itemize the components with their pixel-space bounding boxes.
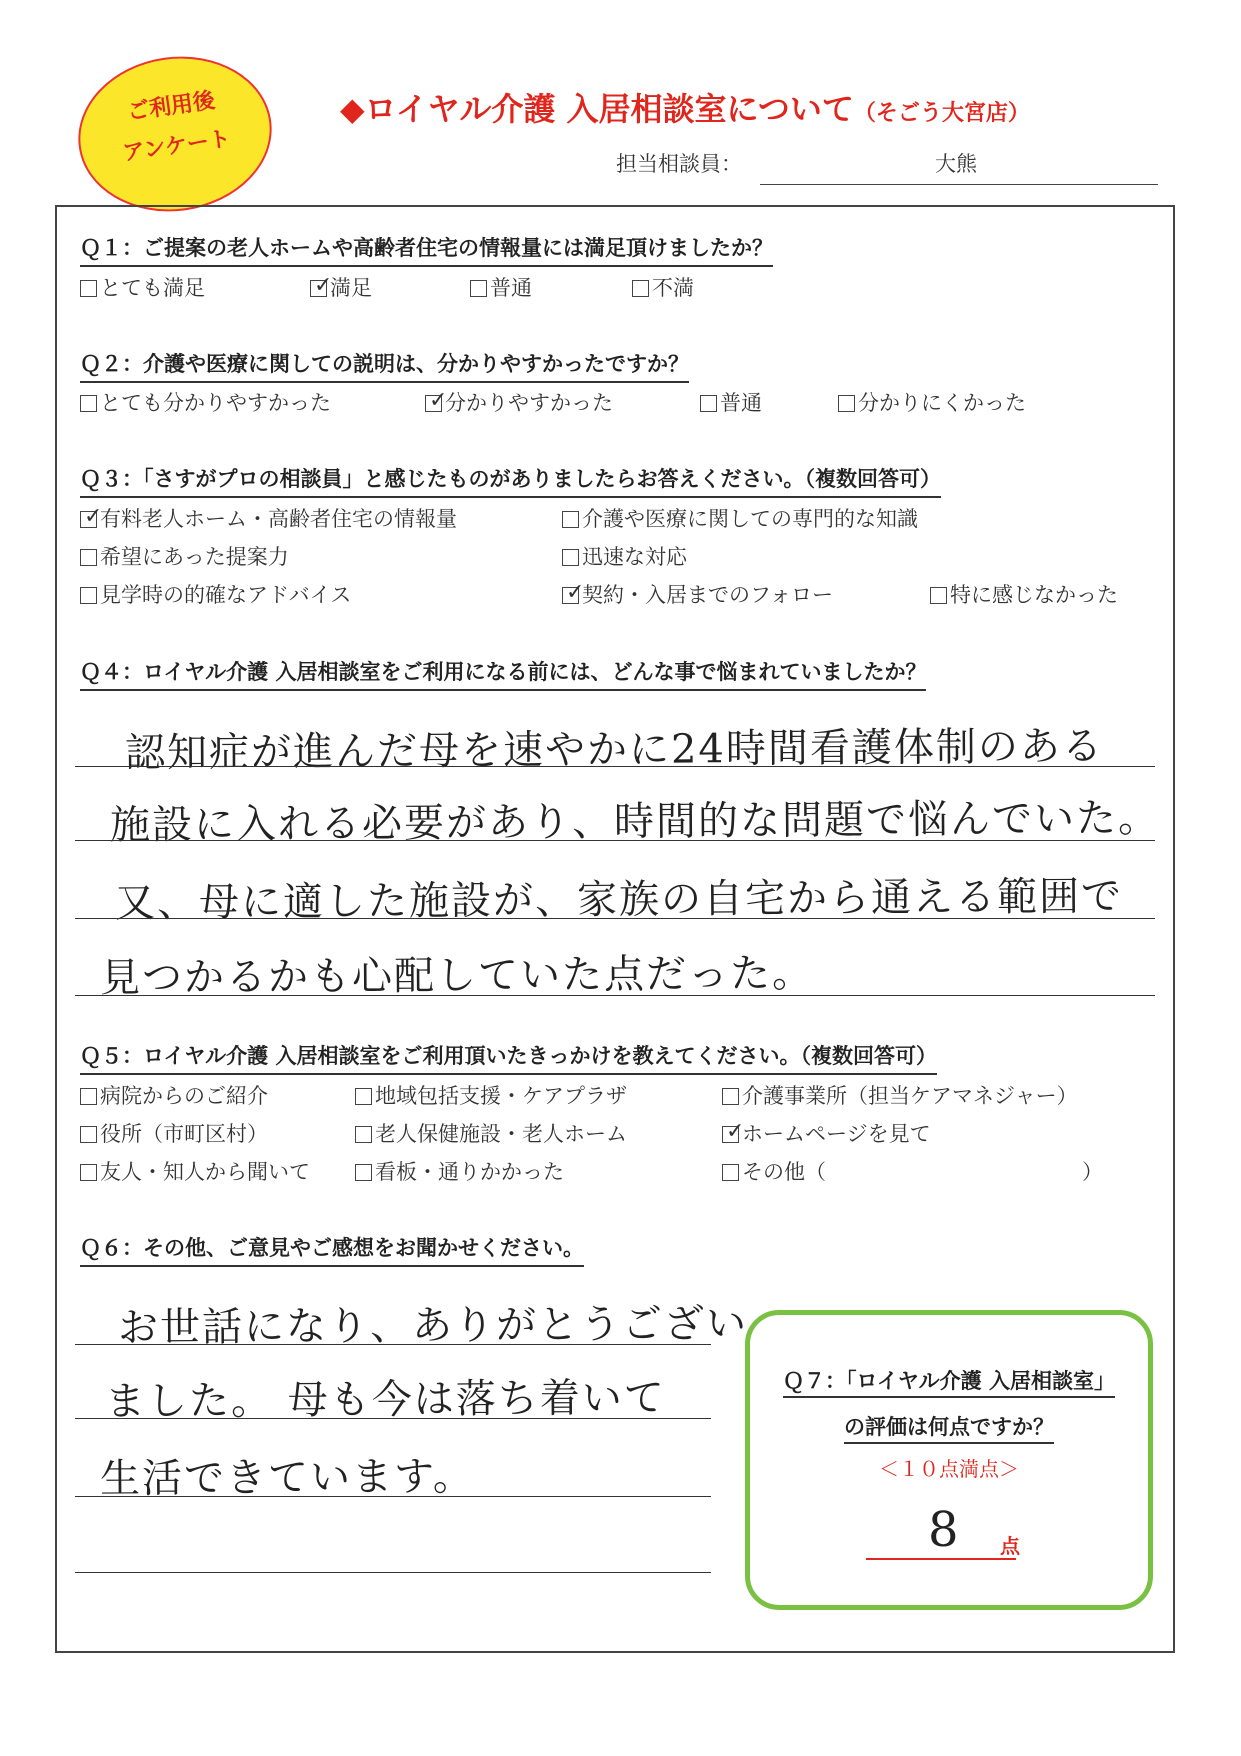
q5-option[interactable]: 看板・通りかかった [355,1156,564,1186]
title-branch: （そごう大宮店） [853,101,1030,126]
check-mark-icon: ✓ [566,580,585,605]
q5-option[interactable]: 役所（市町区村） [80,1118,268,1148]
q1-option[interactable]: 普通 [470,272,532,302]
title-main: ◆ロイヤル介護 入居相談室について [340,90,854,128]
answer-rule [75,1572,711,1573]
q3-option[interactable]: 見学時の的確なアドバイス [80,579,351,609]
checkbox[interactable] [722,1164,739,1181]
checkbox[interactable] [632,280,649,297]
q5-option[interactable]: ✓ホームページを見て [722,1118,931,1148]
check-mark-icon: ✓ [726,1119,745,1144]
q2-option[interactable]: ✓分かりやすかった [425,387,613,417]
checkbox[interactable] [470,280,487,297]
staff-underline [760,184,1158,185]
q7-question-2: の評価は何点ですか？ [750,1411,1148,1441]
checkbox[interactable] [80,1126,97,1143]
checkbox[interactable] [700,395,717,412]
checkbox[interactable] [80,1164,97,1181]
q1-option[interactable]: 不満 [632,272,694,302]
q4-answer-line: 認知症が進んだ母を速やかに24時間看護体制のある [124,723,1105,777]
q2-option[interactable]: 分かりにくかった [838,387,1026,417]
score-underline [866,1558,1016,1560]
q1-question: Ｑ１：ご提案の老人ホームや高齢者住宅の情報量には満足頂けましたか？ [80,232,773,267]
q1-option[interactable]: ✓満足 [310,272,372,302]
check-mark-icon: ✓ [429,388,448,413]
score-unit: 点 [1000,1534,1020,1558]
checkbox[interactable] [80,1088,97,1105]
q6-question: Ｑ６：その他、ご意見やご感想をお聞かせください。 [80,1232,584,1267]
checkbox[interactable] [80,280,97,297]
q5-option[interactable]: 介護事業所（担当ケアマネジャー） [722,1080,1078,1110]
q5-question: Ｑ５：ロイヤル介護 入居相談室をご利用頂いたきっかけを教えてください。（複数回答可） [80,1040,937,1075]
answer-rule [75,1418,711,1419]
q3-option[interactable]: 希望にあった提案力 [80,541,289,571]
survey-badge [68,44,282,224]
q6-answer-line: お世話になり、ありがとうござい [117,1300,749,1352]
checkbox[interactable] [355,1088,372,1105]
q5-option[interactable]: 友人・知人から聞いて [80,1156,310,1186]
q1-option[interactable]: とても満足 [80,272,205,302]
q5-option[interactable]: その他（ [722,1156,826,1186]
q6-answer-line: ました。 母も今は落ち着いて [104,1375,666,1425]
q3-option[interactable]: 介護や医療に関しての専門的な知識 [562,503,918,533]
checkbox[interactable] [355,1126,372,1143]
q5-option[interactable]: 地域包括支援・ケアプラザ [355,1080,627,1110]
q4-question: Ｑ４：ロイヤル介護 入居相談室をご利用になる前には、どんな事で悩まれていましたか？ [80,656,926,691]
checkbox[interactable] [80,587,97,604]
q5-option[interactable]: 病院からのご紹介 [80,1080,268,1110]
answer-rule [75,840,1155,841]
checkbox[interactable] [722,1088,739,1105]
answer-rule [75,766,1155,767]
q3-option[interactable]: ✓契約・入居までのフォロー [562,579,833,609]
q3-option[interactable]: 特に感じなかった [930,579,1118,609]
q7-question: Ｑ７：「ロイヤル介護 入居相談室」 [750,1365,1148,1395]
answer-rule [75,1496,711,1497]
checkbox[interactable] [562,549,579,566]
checkbox[interactable] [80,549,97,566]
q7-rating-box [745,1310,1153,1610]
badge-line-1: ご利用後 [125,88,217,126]
badge-line-2: アンケート [121,126,233,167]
q5-option[interactable]: 老人保健施設・老人ホーム [355,1118,627,1148]
q2-question: Ｑ２：介護や医療に関しての説明は、分かりやすかったですか？ [80,348,689,383]
staff-name: 大熊 [935,152,977,176]
q4-answer-line: 施設に入れる必要があり、時間的な問題で悩んでいた。 [109,795,1161,849]
answer-rule [75,995,1155,996]
q3-option[interactable]: 迅速な対応 [562,541,687,571]
q7-score[interactable]: 8 [928,1502,959,1558]
checkbox[interactable] [930,587,947,604]
q5-other-close: ） [1082,1160,1103,1184]
check-mark-icon: ✓ [84,504,103,529]
q7-note: ＜１０点満点＞ [879,1457,1019,1481]
q3-question: Ｑ３：「さすがプロの相談員」と感じたものがありましたらお答えください。（複数回答可） [80,463,941,498]
q3-option[interactable]: ✓有料老人ホーム・高齢者住宅の情報量 [80,503,457,533]
answer-rule [75,918,1155,919]
page-title [340,84,1030,130]
q2-option[interactable]: とても分かりやすかった [80,387,331,417]
answer-rule [75,1344,711,1345]
q2-option[interactable]: 普通 [700,387,762,417]
checkbox[interactable] [838,395,855,412]
check-mark-icon: ✓ [314,273,333,298]
q4-answer-line: 又、母に適した施設が、家族の自宅から通える範囲で [114,873,1124,927]
q4-answer-line: 見つかるかも心配していた点だった。 [99,950,815,1002]
checkbox[interactable] [562,511,579,528]
checkbox[interactable] [355,1164,372,1181]
staff-label: 担当相談員： [616,152,742,176]
checkbox[interactable] [80,395,97,412]
q6-answer-line: 生活できています。 [99,1453,475,1503]
